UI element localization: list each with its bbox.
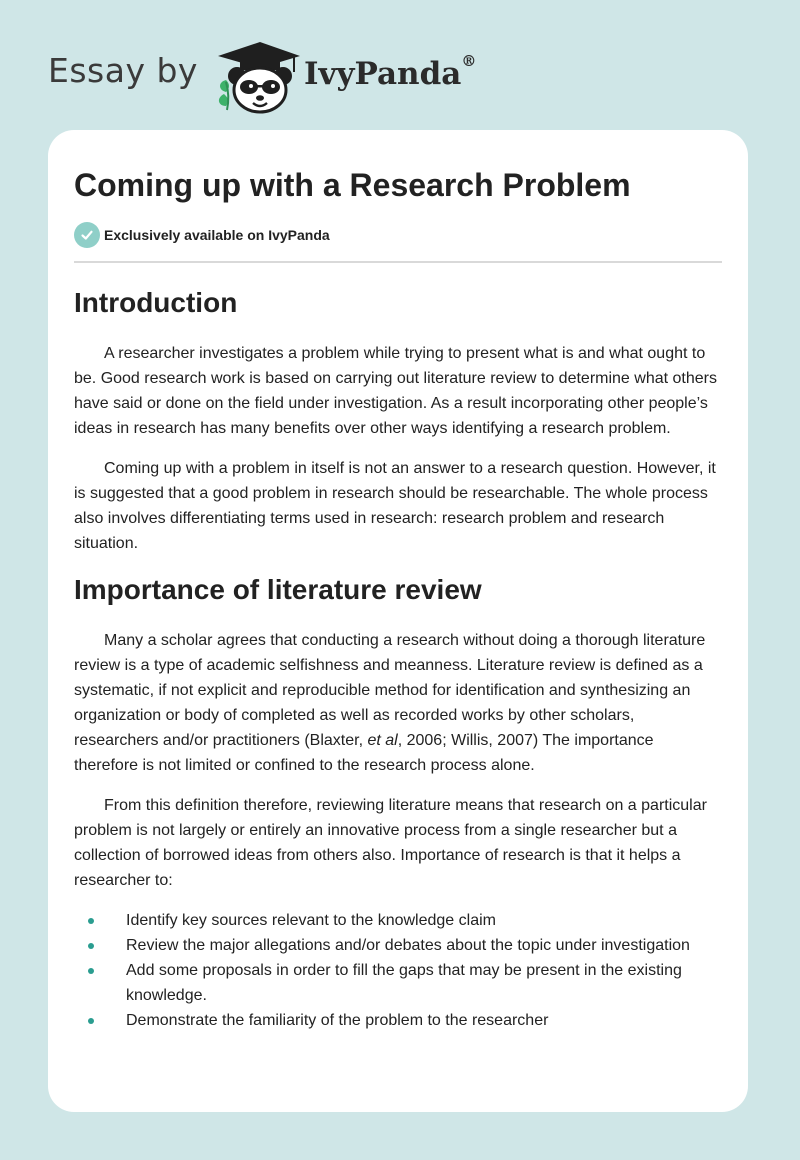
badge-label: Exclusively available on IvyPanda xyxy=(104,227,330,243)
list-item: Add some proposals in order to fill the gaps that may be present in the existing knowledge. xyxy=(74,958,722,1008)
paragraph: A researcher investigates a problem while trying to present what is and what ought to be. Good research work is based on carrying out literature review to determine what others have said or done on the field under investigation. As a result incorporating other people’s ideas in research has many benefits over other ways identifying a research problem. xyxy=(74,345,717,437)
essay-title: Coming up with a Research Problem xyxy=(74,167,631,203)
section-introduction xyxy=(74,287,722,556)
brand-name: IvyPanda® xyxy=(303,52,477,92)
importance-list xyxy=(74,908,722,1033)
checkmark-icon xyxy=(74,222,100,248)
list-item: Demonstrate the familiarity of the problem to the researcher xyxy=(74,1008,722,1033)
title-divider xyxy=(74,261,722,263)
section-heading: Importance of literature review xyxy=(74,574,482,605)
brand-header xyxy=(48,36,476,116)
essay-card xyxy=(48,130,748,1112)
section-literature-review xyxy=(74,574,722,1033)
paragraph: Many a scholar agrees that conducting a research without doing a thorough literature review is a type of academic selfishness and meanness. Literature review is defined as a systematic, if not explicit and reproducible method for identification and synthesizing an organization or body of completed as well as recorded works by other scholars, researchers and/or practitioners (Blaxter, et al, 2006; Willis, 2007) The importance therefore is not limited or confined to the research process alone. xyxy=(74,632,706,774)
paragraph: Coming up with a problem in itself is not an answer to a research question. However, it is suggested that a good problem in research should be researchable. The whole process also involves differentiating terms used in research: research problem and research situation. xyxy=(74,460,716,552)
list-item: Review the major allegations and/or debates about the topic under investigation xyxy=(74,933,722,958)
italic-citation: et al xyxy=(367,732,398,749)
exclusive-badge xyxy=(74,222,722,248)
ivypanda-logo-icon[interactable] xyxy=(212,38,302,114)
paragraph: From this definition therefore, reviewing literature means that research on a particular problem is not largely or entirely an innovative process from a single researcher but a collection of borrowed ideas from others also. Importance of research is that it helps a researcher to: xyxy=(74,797,707,889)
list-item: Identify key sources relevant to the knowledge claim xyxy=(74,908,722,933)
section-heading: Introduction xyxy=(74,287,238,318)
brand-prefix: Essay by xyxy=(48,50,198,90)
